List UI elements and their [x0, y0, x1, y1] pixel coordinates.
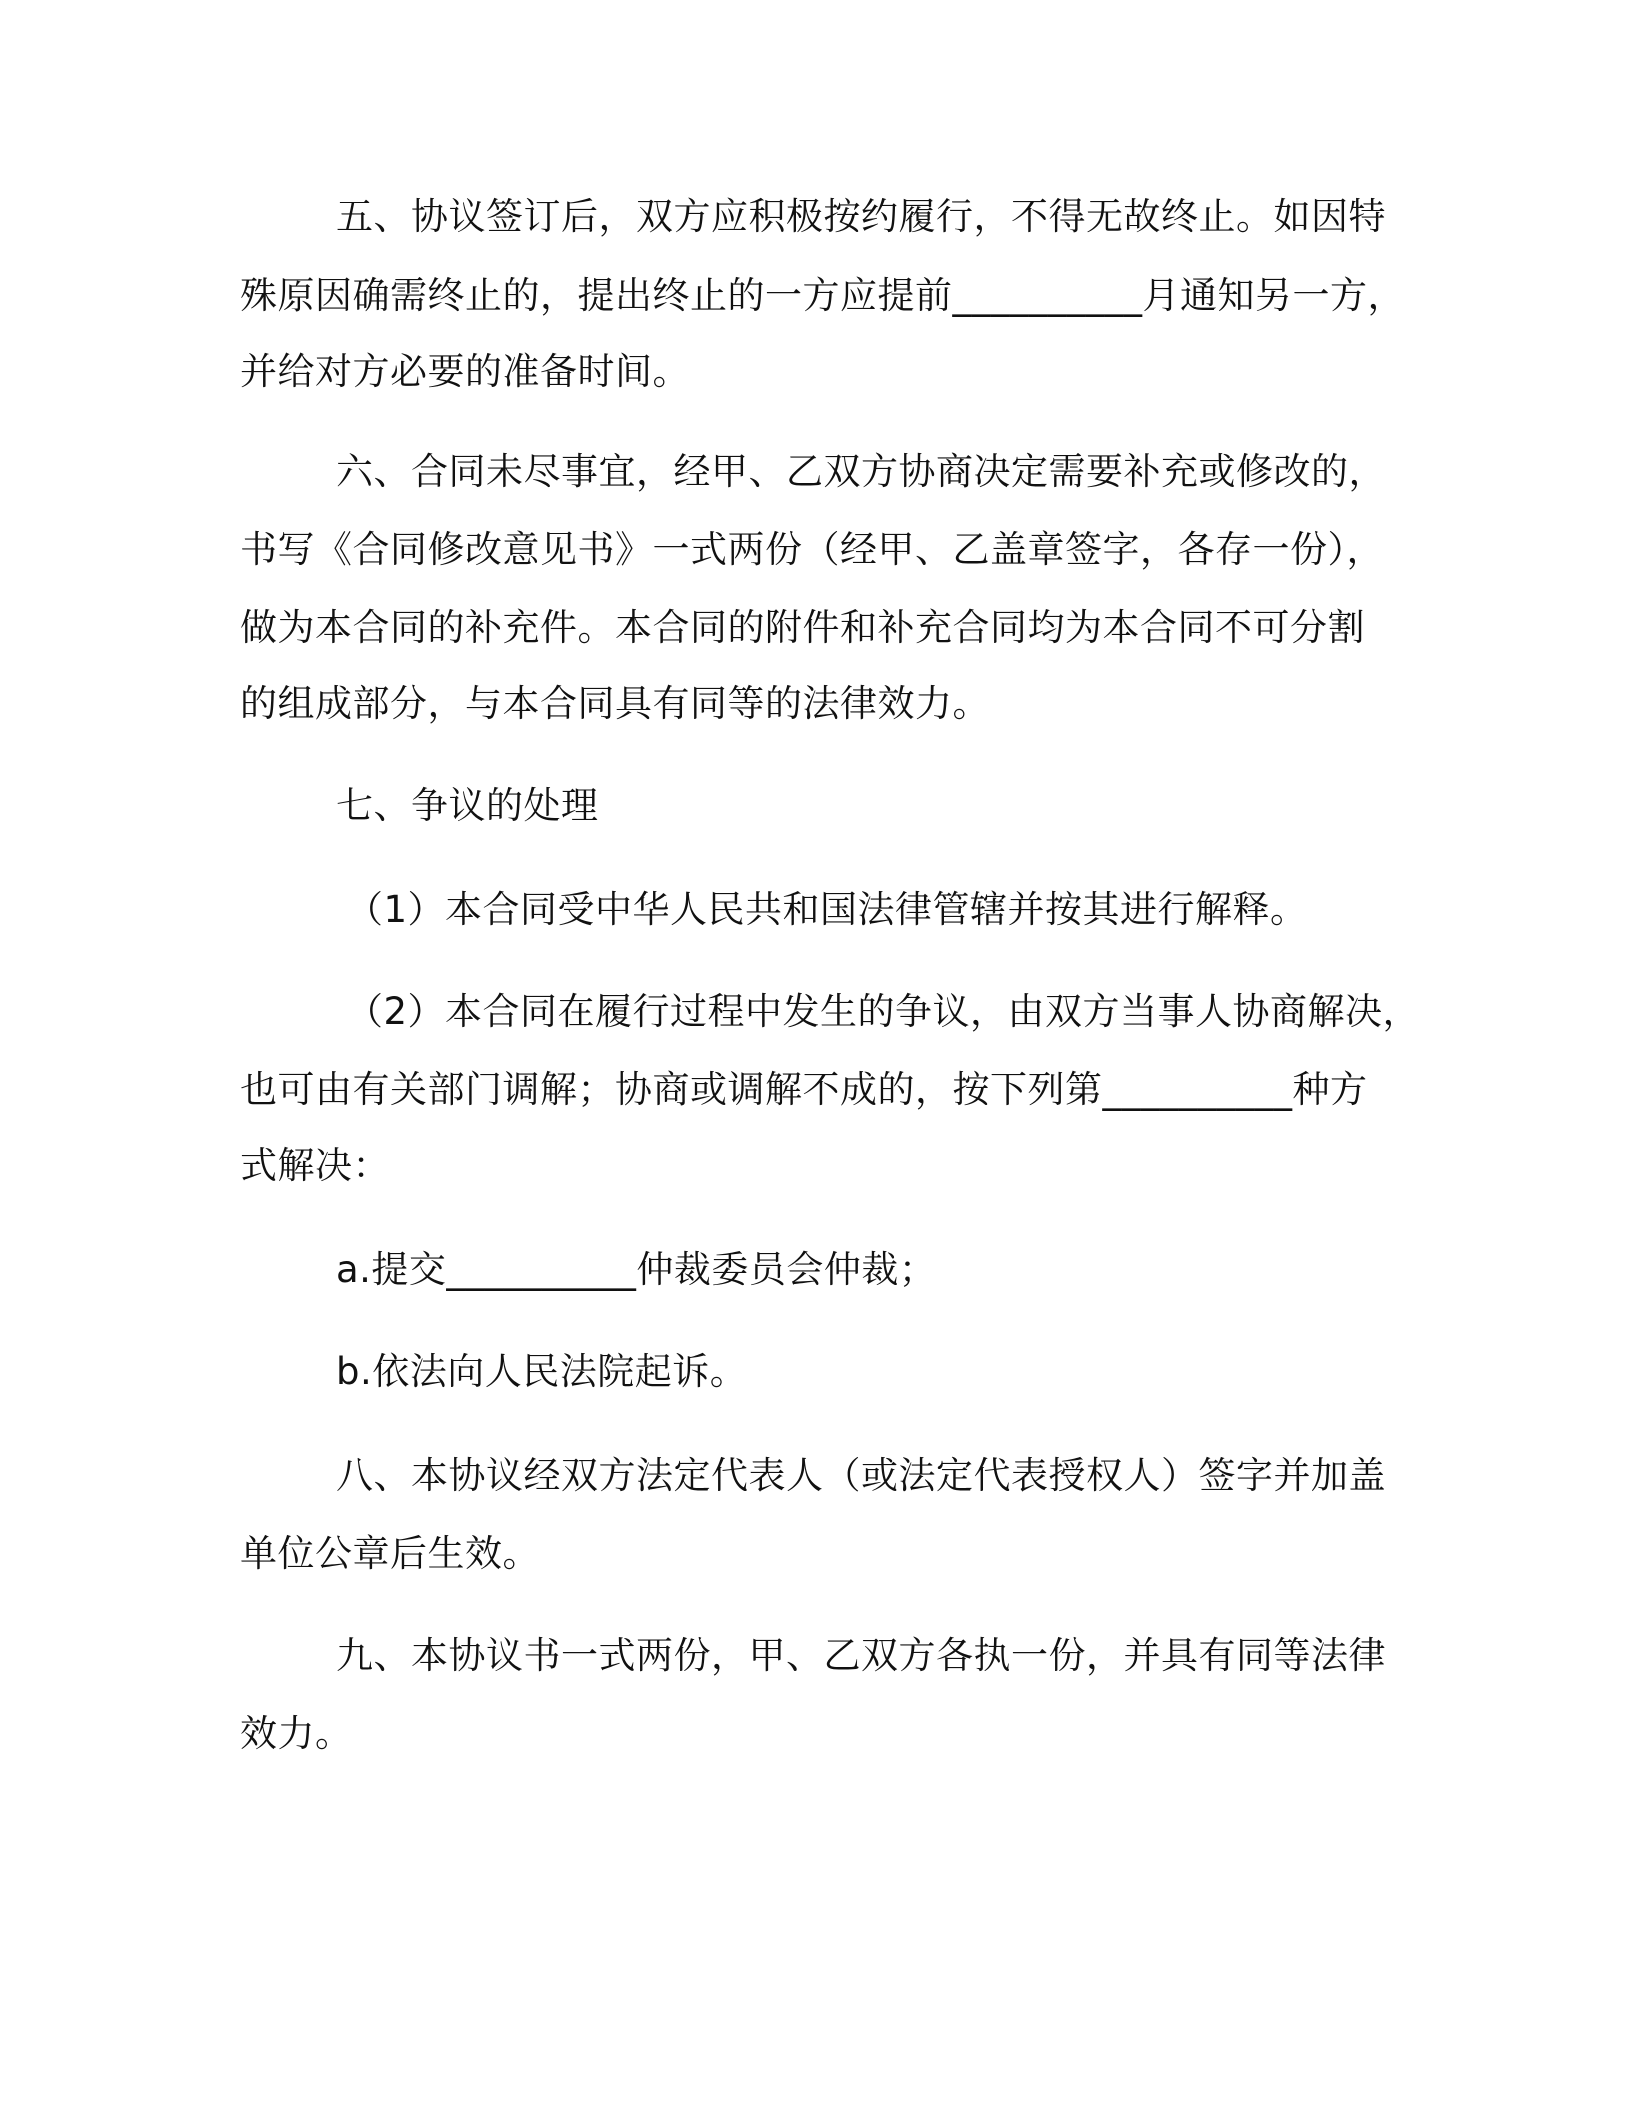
- clause-7-heading: 七、争议的处理: [336, 784, 599, 827]
- clause-6-line-2: 书写《合同修改意见书》一式两份（经甲、乙盖章签字，各存一份），: [240, 528, 1384, 571]
- clause-8-line-1: 八、本协议经双方法定代表人（或法定代表授权人）签字并加盖: [336, 1454, 1386, 1497]
- clause-7-item-1: （1）本合同受中华人民共和国法律管辖并按其进行解释。: [346, 888, 1308, 931]
- clause-5-line-1: 五、协议签订后，双方应积极按约履行，不得无故终止。如因特: [336, 195, 1386, 238]
- clause-8-line-2: 单位公章后生效。: [240, 1532, 540, 1575]
- clause-6-line-1: 六、合同未尽事宜，经甲、乙双方协商决定需要补充或修改的，: [336, 450, 1386, 493]
- clause-7-option-b: b.依法向人民法院起诉。: [336, 1350, 748, 1393]
- clause-5-line-3: 并给对方必要的准备时间。: [240, 350, 690, 393]
- clause-9-line-1: 九、本协议书一式两份，甲、乙双方各执一份，并具有同等法律: [336, 1634, 1386, 1677]
- clause-7-item-2-line-3: 式解决：: [240, 1144, 390, 1187]
- clause-7-option-a: a.提交__________仲裁委员会仲裁；: [336, 1248, 937, 1291]
- clause-6-line-4: 的组成部分，与本合同具有同等的法律效力。: [240, 682, 990, 725]
- clause-6-line-3: 做为本合同的补充件。本合同的附件和补充合同均为本合同不可分割: [240, 606, 1365, 649]
- clause-7-item-2-line-2: 也可由有关部门调解；协商或调解不成的，按下列第__________种方: [240, 1068, 1368, 1111]
- clause-7-item-2-line-1: （2）本合同在履行过程中发生的争议，由双方当事人协商解决，: [346, 990, 1421, 1033]
- clause-9-line-2: 效力。: [240, 1712, 353, 1755]
- clause-5-line-2: 殊原因确需终止的，提出终止的一方应提前__________月通知另一方，: [240, 274, 1405, 317]
